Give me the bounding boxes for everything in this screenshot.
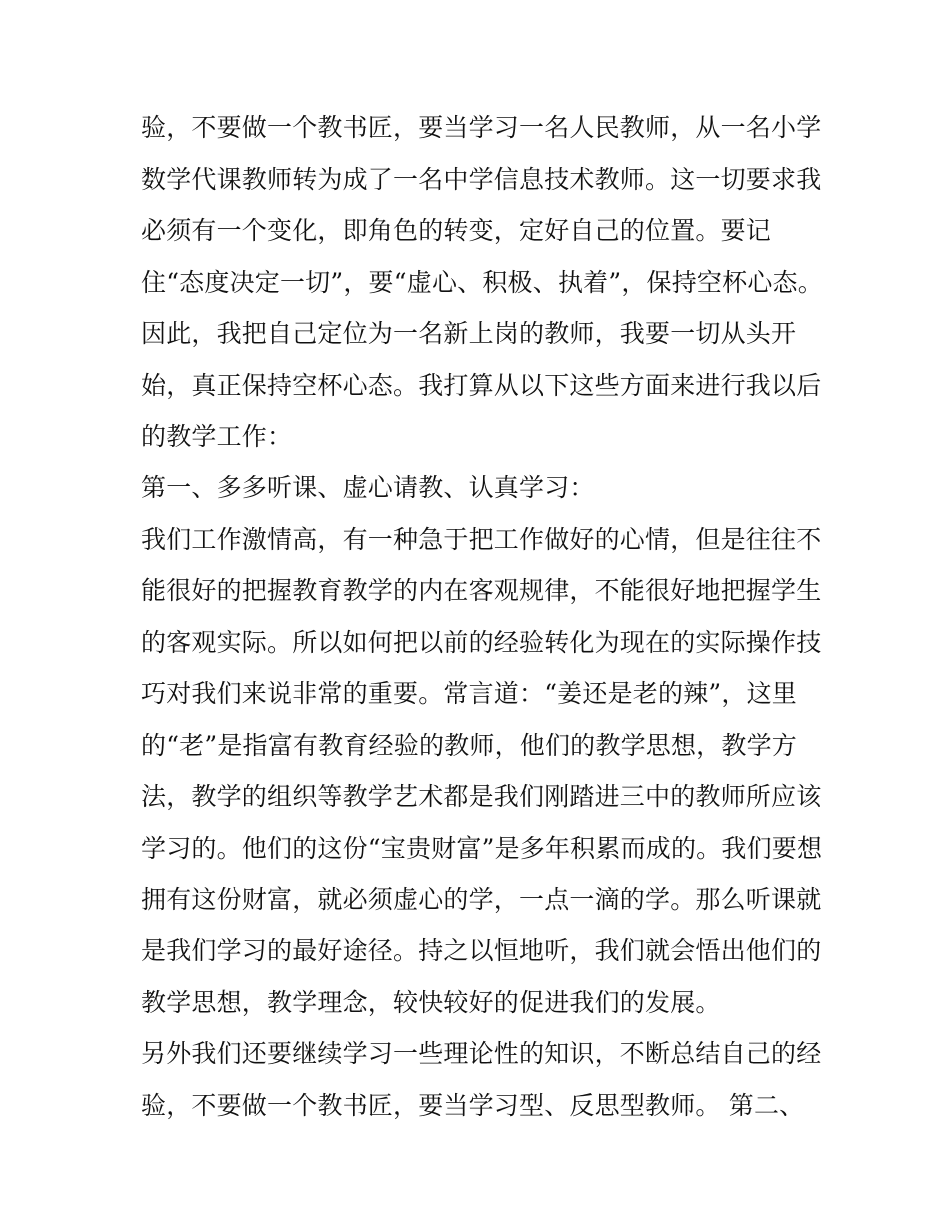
text-line: 是我们学习的最好途径。持之以恒地听，我们就会悟出他们的 — [141, 936, 822, 965]
text-line: 学习的。他们的这份“宝贵财富”是多年积累而成的。我们要想 — [141, 834, 823, 863]
text-line: 法，教学的组织等教学艺术都是我们刚踏进三中的教师所应该 — [141, 782, 822, 811]
text-line: 数学代课教师转为成了一名中学信息技术教师。这一切要求我 — [141, 165, 822, 194]
text-line: 验，不要做一个教书匠，要当学习型、反思型教师。 第二、 — [141, 1091, 805, 1120]
text-line: 必须有一个变化，即角色的转变，定好自己的位置。要记 — [141, 216, 772, 245]
text-line: 住“态度决定一切”，要“虚心、积极、执着”，保持空杯心态。 — [141, 268, 823, 297]
text-line: 拥有这份财富，就必须虚心的学，一点一滴的学。那么听课就 — [141, 885, 822, 914]
text-line: 的客观实际。所以如何把以前的经验转化为现在的实际操作技 — [141, 628, 822, 657]
text-line: 的教学工作： — [141, 422, 293, 451]
text-line: 的“老”是指富有教育经验的教师，他们的教学思想，教学方 — [141, 731, 797, 760]
text-line: 巧对我们来说非常的重要。常言道：“姜还是老的辣”，这里 — [141, 679, 797, 708]
text-line: 验，不要做一个教书匠，要当学习一名人民教师，从一名小学 — [141, 113, 822, 142]
text-line: 我们工作激情高，有一种急于把工作做好的心情，但是往往不 — [141, 525, 822, 554]
text-line: 教学思想，教学理念，较快较好的促进我们的发展。 — [141, 988, 721, 1017]
text-line: 另外我们还要继续学习一些理论性的知识，不断总结自己的经 — [141, 1039, 822, 1068]
text-line: 因此，我把自己定位为一名新上岗的教师，我要一切从头开 — [141, 319, 797, 348]
text-line: 能很好的把握教育教学的内在客观规律，不能很好地把握学生 — [141, 576, 822, 605]
section-heading: 第一、多多听课、虚心请教、认真学习： — [141, 473, 595, 502]
text-line: 始，真正保持空杯心态。我打算从以下这些方面来进行我以后 — [141, 371, 822, 400]
